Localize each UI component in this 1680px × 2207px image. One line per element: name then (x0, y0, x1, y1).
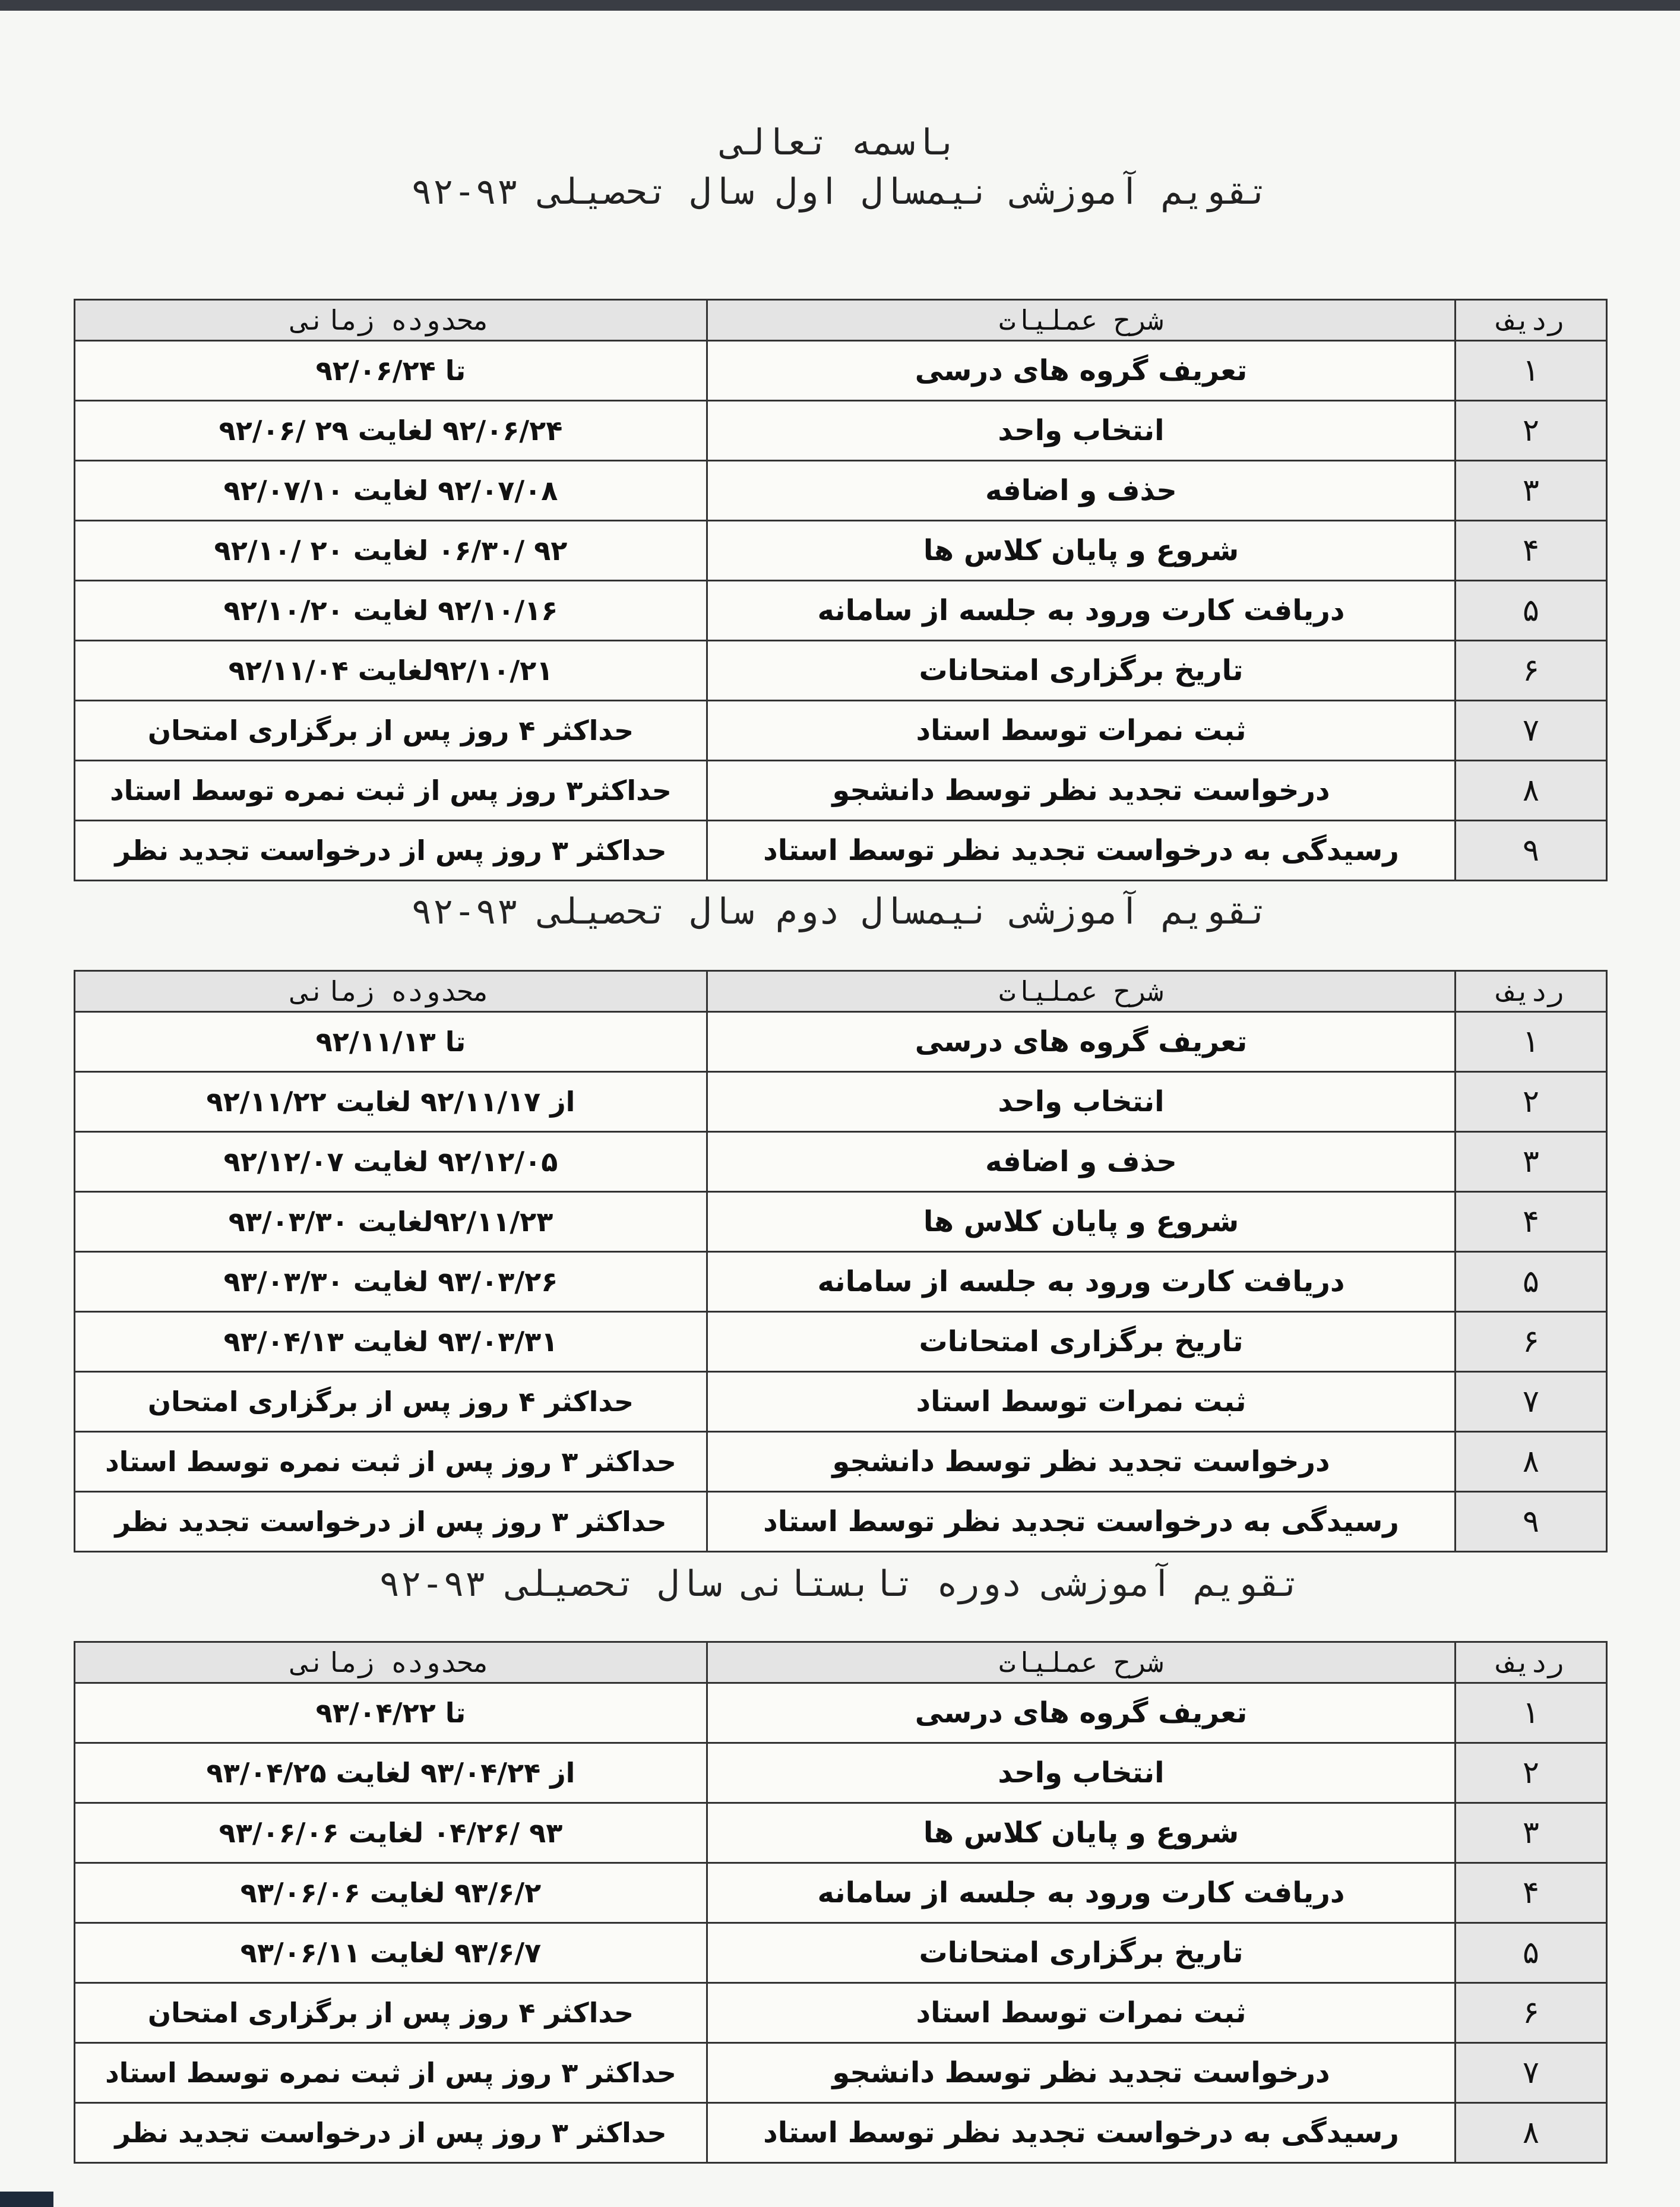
row-description: درخواست تجدید نظر توسط دانشجو (707, 1432, 1456, 1492)
table-row (75, 761, 1607, 821)
table-row (75, 821, 1607, 881)
table-row (75, 1012, 1607, 1072)
table-row (75, 401, 1607, 461)
row-description: حذف و اضافه (707, 461, 1456, 521)
row-time-range: ۹۳ /۰۴/۲۶ لغایت ۹۳/۰۶/۰۶ (75, 1803, 707, 1863)
row-time-range: ۹۳/۰۳/۲۶ لغایت ۹۳/۰۳/۳۰ (75, 1252, 707, 1312)
table-header-row (75, 1642, 1607, 1683)
row-description: ثبت نمرات توسط استاد (707, 701, 1456, 761)
row-number: ۹ (1456, 1492, 1607, 1552)
row-time-range: تا ۹۳/۰۴/۲۲ (75, 1683, 707, 1743)
row-description: ثبت نمرات توسط استاد (707, 1983, 1456, 2043)
table-header-row (75, 971, 1607, 1012)
table-row (75, 1983, 1607, 2043)
row-number: ۶ (1456, 641, 1607, 701)
col-time-header: محدوده زمانی (75, 971, 707, 1012)
row-description: شروع و پایان کلاس ها (707, 1192, 1456, 1252)
table-row (75, 1312, 1607, 1372)
table-row (75, 461, 1607, 521)
row-time-range: حداکثر ۳ روز پس از درخواست تجدید نظر (75, 1492, 707, 1552)
row-description: حذف و اضافه (707, 1132, 1456, 1192)
table-row (75, 1743, 1607, 1803)
row-description: تعریف گروه های درسی (707, 341, 1456, 401)
row-time-range: ۹۳/۶/۷ لغایت ۹۳/۰۶/۱۱ (75, 1923, 707, 1983)
row-number: ۵ (1456, 581, 1607, 641)
row-time-range: حداکثر ۳ روز پس از ثبت نمره توسط استاد (75, 1432, 707, 1492)
row-time-range: ۹۲/۱۰/۲۱لغایت ۹۲/۱۱/۰۴ (75, 641, 707, 701)
col-description-header: شرح عملیات (707, 1642, 1456, 1683)
table-row (75, 1683, 1607, 1743)
row-number: ۶ (1456, 1312, 1607, 1372)
summer-title: تقویم آموزشی دوره تابستانی سال تحصیلی ۹۳-۹۲ (378, 1563, 1302, 1605)
row-description: ثبت نمرات توسط استاد (707, 1372, 1456, 1432)
row-description: درخواست تجدید نظر توسط دانشجو (707, 2043, 1456, 2103)
row-description: دریافت کارت ورود به جلسه از سامانه (707, 581, 1456, 641)
row-number: ۲ (1456, 401, 1607, 461)
row-number: ۱ (1456, 341, 1607, 401)
table-row (75, 1072, 1607, 1132)
top-bar (0, 0, 1680, 11)
row-time-range: ۹۲/۰۶/۲۴ لغایت ۲۹ /۹۲/۰۶ (75, 401, 707, 461)
col-description-header: شرح عملیات (707, 300, 1456, 341)
semester2-table (74, 970, 1608, 1553)
col-time-header: محدوده زمانی (75, 300, 707, 341)
row-description: تاریخ برگزاری امتحانات (707, 1923, 1456, 1983)
table-row (75, 1132, 1607, 1192)
row-description: تاریخ برگزاری امتحانات (707, 641, 1456, 701)
row-number: ۵ (1456, 1252, 1607, 1312)
row-description: رسیدگی به درخواست تجدید نظر توسط استاد (707, 1492, 1456, 1552)
table-row (75, 1923, 1607, 1983)
row-description: تعریف گروه های درسی (707, 1683, 1456, 1743)
row-number: ۲ (1456, 1743, 1607, 1803)
row-description: تاریخ برگزاری امتحانات (707, 1312, 1456, 1372)
bismillah-heading: باسمه تعالی (722, 122, 958, 163)
row-number: ۳ (1456, 1803, 1607, 1863)
row-time-range: حداکثر ۳ روز پس از درخواست تجدید نظر (75, 821, 707, 881)
table-header-row (75, 300, 1607, 341)
row-number: ۸ (1456, 1432, 1607, 1492)
row-time-range: حداکثر ۴ روز پس از برگزاری امتحان (75, 701, 707, 761)
table-row (75, 641, 1607, 701)
row-time-range: تا ۹۲/۰۶/۲۴ (75, 341, 707, 401)
row-time-range: ۹۲/۱۱/۲۳لغایت ۹۳/۰۳/۳۰ (75, 1192, 707, 1252)
col-time-header: محدوده زمانی (75, 1642, 707, 1683)
table-row (75, 1192, 1607, 1252)
row-description: انتخاب واحد (707, 1743, 1456, 1803)
row-number: ۷ (1456, 701, 1607, 761)
row-number: ۶ (1456, 1983, 1607, 2043)
table-row (75, 1803, 1607, 1863)
table-row (75, 1252, 1607, 1312)
row-number: ۸ (1456, 2103, 1607, 2163)
table-row (75, 2043, 1607, 2103)
row-description: شروع و پایان کلاس ها (707, 1803, 1456, 1863)
summer-table (74, 1641, 1608, 2164)
table-row (75, 1492, 1607, 1552)
table-row (75, 1432, 1607, 1492)
row-number: ۱ (1456, 1012, 1607, 1072)
row-description: دریافت کارت ورود به جلسه از سامانه (707, 1863, 1456, 1923)
row-time-range: ۹۲/۱۰/۱۶ لغایت ۹۲/۱۰/۲۰ (75, 581, 707, 641)
row-time-range: ۹۳/۶/۲ لغایت ۹۳/۰۶/۰۶ (75, 1863, 707, 1923)
col-description-header: شرح عملیات (707, 971, 1456, 1012)
row-number: ۳ (1456, 461, 1607, 521)
row-number: ۴ (1456, 1863, 1607, 1923)
row-description: انتخاب واحد (707, 401, 1456, 461)
row-number: ۱ (1456, 1683, 1607, 1743)
row-number: ۲ (1456, 1072, 1607, 1132)
col-row-header: ردیف (1456, 1642, 1607, 1683)
semester1-table (74, 299, 1608, 881)
row-time-range: تا ۹۲/۱۱/۱۳ (75, 1012, 707, 1072)
row-description: رسیدگی به درخواست تجدید نظر توسط استاد (707, 821, 1456, 881)
row-number: ۳ (1456, 1132, 1607, 1192)
row-time-range: ۹۳/۰۳/۳۱ لغایت ۹۳/۰۴/۱۳ (75, 1312, 707, 1372)
row-time-range: ۹۲/۱۲/۰۵ لغایت ۹۲/۱۲/۰۷ (75, 1132, 707, 1192)
row-description: دریافت کارت ورود به جلسه از سامانه (707, 1252, 1456, 1312)
row-number: ۴ (1456, 521, 1607, 581)
row-time-range: ۹۲ /۰۶/۳۰ لغایت ۲۰ /۹۲/۱۰ (75, 521, 707, 581)
row-number: ۵ (1456, 1923, 1607, 1983)
table-row (75, 581, 1607, 641)
row-description: تعریف گروه های درسی (707, 1012, 1456, 1072)
row-time-range: حداکثر ۴ روز پس از برگزاری امتحان (75, 1372, 707, 1432)
row-time-range: حداکثر ۳ روز پس از ثبت نمره توسط استاد (75, 2043, 707, 2103)
table-row (75, 521, 1607, 581)
row-description: رسیدگی به درخواست تجدید نظر توسط استاد (707, 2103, 1456, 2163)
row-number: ۹ (1456, 821, 1607, 881)
table-row (75, 1372, 1607, 1432)
col-row-header: ردیف (1456, 971, 1607, 1012)
row-time-range: از ۹۲/۱۱/۱۷ لغایت ۹۲/۱۱/۲۲ (75, 1072, 707, 1132)
table-row (75, 1863, 1607, 1923)
table-row (75, 2103, 1607, 2163)
row-description: انتخاب واحد (707, 1072, 1456, 1132)
row-time-range: از ۹۳/۰۴/۲۴ لغایت ۹۳/۰۴/۲۵ (75, 1743, 707, 1803)
row-number: ۸ (1456, 761, 1607, 821)
row-number: ۷ (1456, 2043, 1607, 2103)
scanner-stamp (0, 2192, 53, 2207)
row-description: شروع و پایان کلاس ها (707, 521, 1456, 581)
semester2-title: تقویم آموزشی نیمسال دوم سال تحصیلی ۹۳-۹۲ (411, 891, 1269, 932)
table-row (75, 701, 1607, 761)
row-time-range: ۹۲/۰۷/۰۸ لغایت ۹۲/۰۷/۱۰ (75, 461, 707, 521)
row-time-range: حداکثر ۳ روز پس از درخواست تجدید نظر (75, 2103, 707, 2163)
semester1-title: تقویم آموزشی نیمسال اول سال تحصیلی ۹۳-۹۲ (411, 171, 1269, 213)
row-time-range: حداکثر ۴ روز پس از برگزاری امتحان (75, 1983, 707, 2043)
col-row-header: ردیف (1456, 300, 1607, 341)
row-number: ۷ (1456, 1372, 1607, 1432)
row-time-range: حداکثر۳ روز پس از ثبت نمره توسط استاد (75, 761, 707, 821)
row-description: درخواست تجدید نظر توسط دانشجو (707, 761, 1456, 821)
row-number: ۴ (1456, 1192, 1607, 1252)
table-row (75, 341, 1607, 401)
